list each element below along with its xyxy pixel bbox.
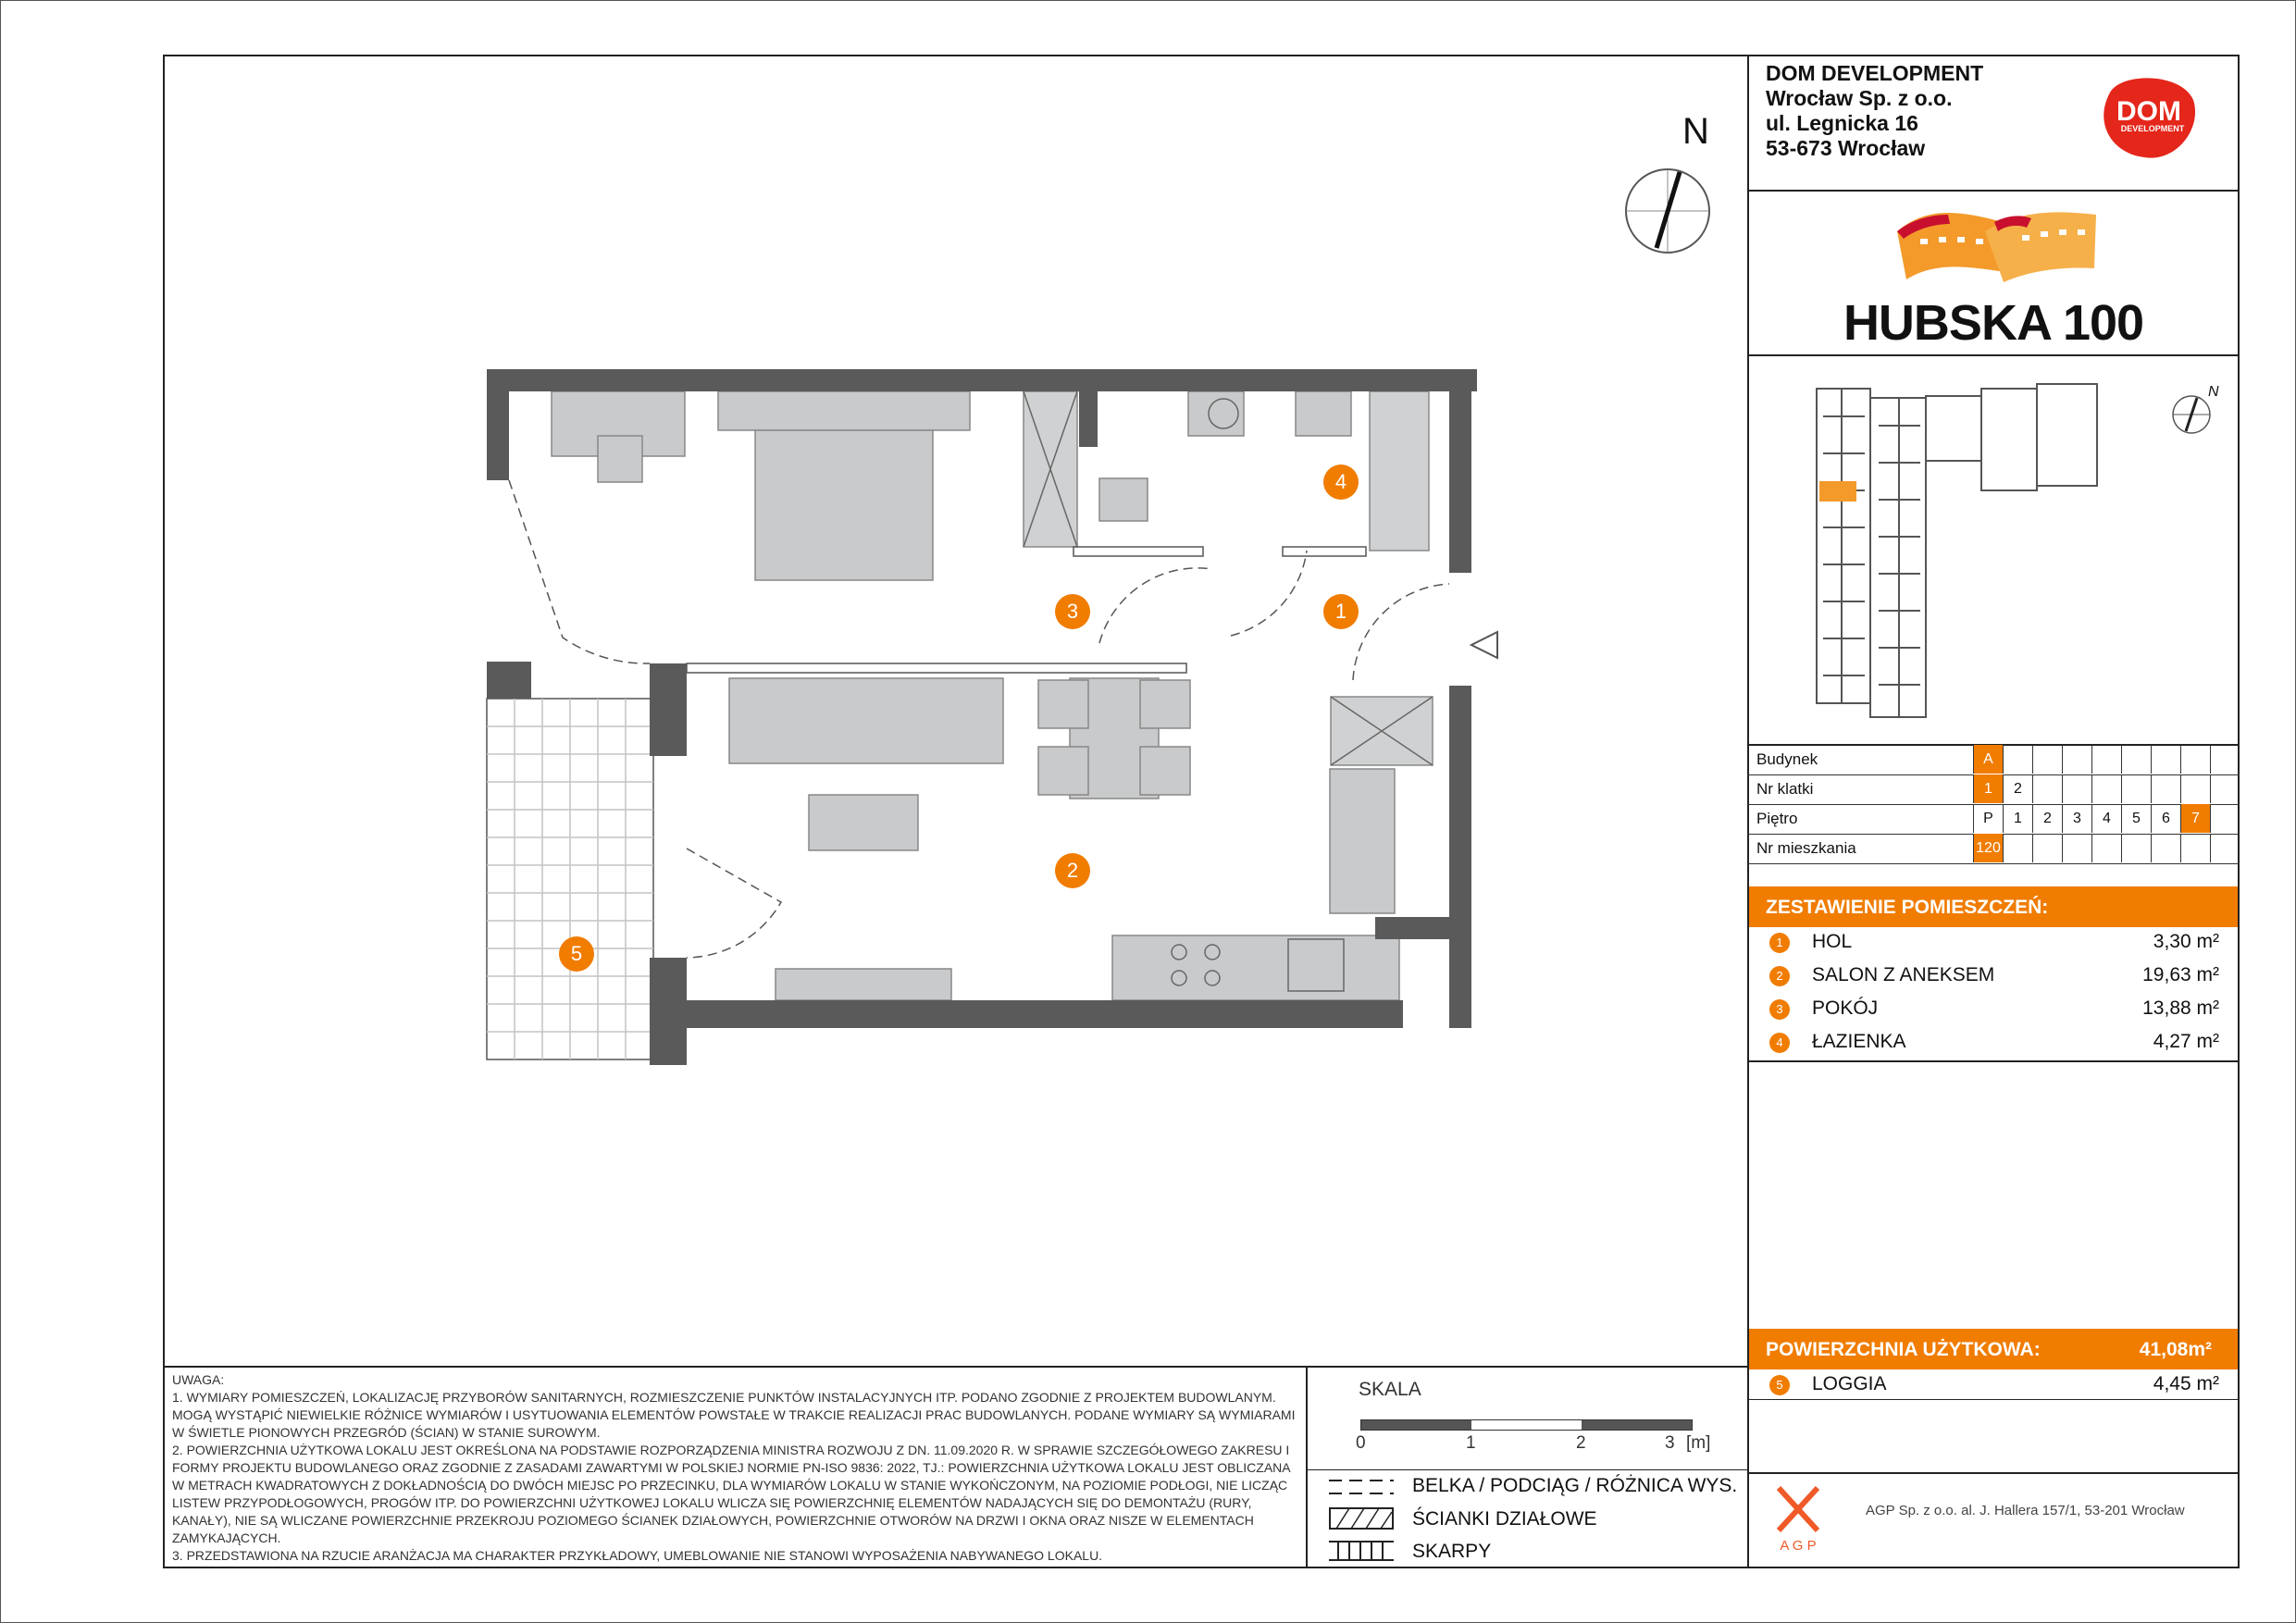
info-row (1747, 834, 2240, 864)
room-name: POKÓJ (1812, 997, 1879, 1019)
company-address (1766, 61, 1983, 161)
info-cell: 120 (1973, 834, 2003, 862)
info-cell (2003, 834, 2032, 862)
info-row (1747, 745, 2240, 775)
scale-tick-3: 3 (1665, 1433, 1675, 1453)
room-row (1764, 931, 2227, 962)
notes (172, 1371, 1299, 1565)
scale-unit: [m] (1686, 1433, 1711, 1453)
legend-sills: SKARPY (1412, 1541, 1492, 1562)
info-cell: 1 (2003, 804, 2032, 833)
info-cell (2062, 774, 2091, 803)
info-cell (2121, 774, 2151, 803)
info-cell (2062, 834, 2091, 862)
info-cell: 6 (2151, 804, 2180, 833)
rooms-header-bar (1749, 886, 2238, 927)
notes-title: UWAGA: (172, 1372, 225, 1387)
usable-area-label: POWIERZCHNIA UŻYTKOWA: (1766, 1339, 2041, 1360)
info-cell (2151, 745, 2180, 774)
svg-text:DOM: DOM (2116, 96, 2181, 127)
company-line2: Wrocław Sp. z o.o. (1766, 86, 1953, 110)
info-row-label: Piętro (1756, 810, 1798, 827)
room-row (1764, 964, 2227, 996)
info-row-label: Nr mieszkania (1756, 839, 1856, 857)
info-cell (2210, 834, 2240, 862)
legend-beam: BELKA / PODCIĄG / RÓŻNICA WYS. (1412, 1475, 1738, 1496)
loggia-badge: 5 (1769, 1375, 1790, 1395)
info-cell (2091, 834, 2121, 862)
room-row (1764, 1031, 2227, 1062)
room-area: 3,30 m² (2153, 931, 2219, 952)
info-row-label: Nr klatki (1756, 780, 1814, 798)
info-row (1747, 774, 2240, 805)
info-cell (2032, 774, 2062, 803)
info-cell: A (1973, 745, 2003, 774)
info-row (1747, 804, 2240, 835)
info-cell: 3 (2062, 804, 2091, 833)
agp-logo (1769, 1484, 1834, 1558)
scale-bar (1360, 1419, 1693, 1431)
info-cell: 5 (2121, 804, 2151, 833)
info-cell (2180, 745, 2210, 774)
room-area: 19,63 m² (2142, 964, 2219, 985)
room-area: 13,88 m² (2142, 997, 2219, 1019)
info-cell (2210, 804, 2240, 833)
company-line4: 53-673 Wrocław (1766, 136, 1926, 160)
info-cell (2121, 745, 2151, 774)
building-minimap (1814, 379, 2091, 731)
info-cell (2180, 774, 2210, 803)
info-cell (2062, 745, 2091, 774)
dom-logo (2093, 72, 2204, 165)
scale-title: SKALA (1359, 1379, 1421, 1400)
info-cell: 2 (2003, 774, 2032, 803)
room-marker-1: 1 (1323, 594, 1359, 629)
info-cell (2151, 774, 2180, 803)
scale-tick-2: 2 (1576, 1433, 1586, 1453)
film-reel-logo (1893, 194, 2101, 294)
legend-walls: ŚCIANKI DZIAŁOWE (1412, 1508, 1597, 1530)
info-cell: 1 (1973, 774, 2003, 803)
note-3: 3. PRZEDSTAWIONA NA RZUCIE ARANŻACJA MA CHARAKTER PRZYKŁADOWY, UMEBLOWANIE NIE STANOWI WYPOSAŻENIA NABYWANEGO LOKALU. (172, 1548, 1103, 1563)
compass-label: N (1682, 111, 1709, 152)
room-name: ŁAZIENKA (1812, 1031, 1906, 1052)
room-badge: 2 (1769, 966, 1790, 986)
info-cell (2003, 745, 2032, 774)
note-2: 2. POWIERZCHNIA UŻYTKOWA LOKALU JEST OKREŚLONA NA PODSTAWIE ROZPORZĄDZENIA MINISTRA ROZWOJU Z DN. 11.09.2020 R. W SPRAWIE SZCZEGÓŁOWEGO ZAKRESU I FORMY PROJEKTU BUDOWLANEGO ORAZ ZGODNIE Z ZASADAMI ZAWARTYMI W POLSKIEJ NORMIE PN-ISO 9836: 2022, TJ.: POWIERZCHNIA UŻYTKOWA LOKALU JEST OBLICZANA W METRACH KWADRATOWYCH Z DOKŁADNOŚCIĄ DO DWÓCH MIEJSC PO PRZECINKU, DLA WYMIARÓW LOKALU W STANIE WYKOŃCZONYM, NA POZIOMIE PODŁOGI, NIE LICZĄC LISTEW PRZYPODŁOGOWYCH, PROGÓW ITP. DO POWIERZCHNI UŻYTKOWEJ LOKALU WLICZA SIĘ POWIERZCHNIĘ ELEMENTÓW NADAJĄCYCH SIĘ DO DEMONTAŻU (RURY, KANAŁY), NIE SĄ WLICZANE POWIERZCHNIE PRZEKROJU POZIOMEGO ŚCIANEK DZIAŁOWYCH, POWIERZCHNIE OTWORÓW NA DRZWI I OKNA ORAZ NISZE W ELEMENTACH ZAMYKAJĄCYCH. (172, 1443, 1290, 1545)
room-marker-2: 2 (1055, 853, 1090, 888)
agp-address: AGP Sp. z o.o. al. J. Hallera 157/1, 53-201 Wrocław (1866, 1503, 2185, 1518)
info-cell: 2 (2032, 804, 2062, 833)
room-marker-5: 5 (559, 936, 594, 972)
info-cell (2180, 834, 2210, 862)
room-badge: 3 (1769, 999, 1790, 1020)
loggia-name: LOGGIA (1812, 1373, 1887, 1394)
info-cell: 7 (2180, 804, 2210, 833)
room-name: SALON Z ANEKSEM (1812, 964, 1995, 985)
legend-beam-symbol (1329, 1477, 1394, 1497)
info-cell: P (1973, 804, 2003, 833)
company-name: DOM DEVELOPMENT (1766, 61, 1984, 85)
room-row (1764, 997, 2227, 1029)
agp-logo-text: A G P (1780, 1538, 1817, 1554)
room-area: 4,27 m² (2153, 1031, 2219, 1052)
info-cell (2121, 834, 2151, 862)
info-cell (2210, 774, 2240, 803)
rooms-bottom-line (1747, 1060, 2240, 1062)
room-marker-4: 4 (1323, 465, 1359, 500)
rooms-header: ZESTAWIENIE POMIESZCZEŃ: (1766, 897, 2049, 918)
usable-area-bar (1749, 1329, 2238, 1369)
info-row-label: Budynek (1756, 750, 1818, 768)
scale-tick-0: 0 (1356, 1433, 1366, 1453)
info-cell (2091, 745, 2121, 774)
info-cell: 4 (2091, 804, 2121, 833)
compass-icon (1624, 167, 1717, 259)
legend-walls-symbol (1329, 1507, 1394, 1530)
info-cell (2210, 745, 2240, 774)
info-cell (2091, 774, 2121, 803)
room-marker-3: 3 (1055, 594, 1090, 629)
room-badge: 1 (1769, 933, 1790, 953)
svg-text:N: N (2208, 384, 2219, 400)
usable-area-value: 41,08m² (2139, 1339, 2212, 1360)
legend-sills-symbol (1329, 1540, 1394, 1562)
floor-plan (481, 365, 1518, 1069)
note-1: 1. WYMIARY POMIESZCZEŃ, LOKALIZACJĘ PRZYBORÓW SANITARNYCH, ROZMIESZCZENIE PUNKTÓW INSTALACYJNYCH ITP. PODANO ZGODNIE Z PROJEKTEM BUDOWLANYM. MOGĄ WYSTĄPIĆ NIEWIELKIE RÓŻNICE WYMIARÓW I USYTUOWANIA ELEMENTÓW POWSTAŁE W TRAKCIE REALIZACJI PRAC BUDOWLANYCH. PODANE WYMIARY SĄ WYMIARAMI W ŚWIETLE PIONOWYCH PRZEGRÓD (ŚCIAN) W STANIE SUROWYM. (172, 1390, 1296, 1440)
info-cell (2151, 834, 2180, 862)
project-title: HUBSKA 100 (1843, 295, 2144, 351)
info-cell (2032, 745, 2062, 774)
company-line3: ul. Legnicka 16 (1766, 111, 1918, 135)
room-badge: 4 (1769, 1033, 1790, 1053)
svg-text:DEVELOPMENT: DEVELOPMENT (2120, 124, 2185, 133)
room-name: HOL (1812, 931, 1853, 952)
minimap-north-icon (2171, 383, 2217, 439)
scale-tick-1: 1 (1466, 1433, 1476, 1453)
loggia-area: 4,45 m² (2153, 1373, 2219, 1394)
info-cell (2032, 834, 2062, 862)
loggia-floor (487, 699, 653, 1059)
